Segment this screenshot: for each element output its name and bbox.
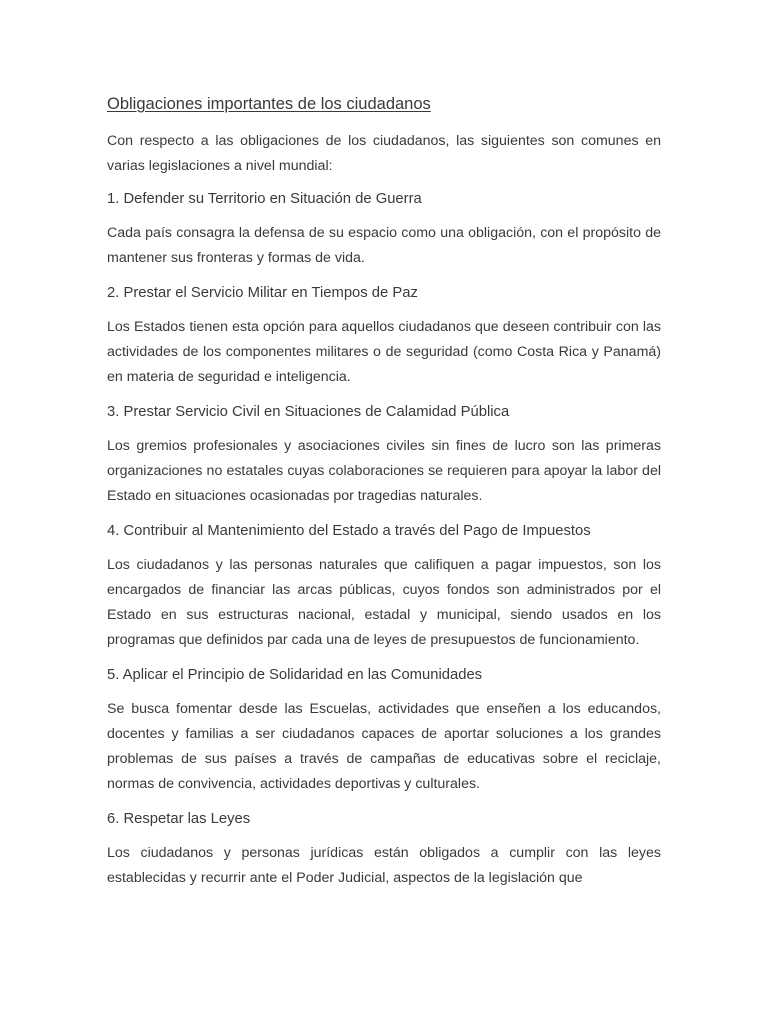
section-body: Los Estados tienen esta opción para aquellos ciudadanos que deseen contribuir con las actividades de los componentes militares o de seguridad (como Costa Rica y Panamá) en materia de seguridad e inteligencia. [107,319,661,385]
section-body: Los gremios profesionales y asociaciones civiles sin fines de lucro son las primeras organizaciones no estatales cuyas colaboraciones se requieren para apoyar la labor del Estado en situaciones ocasionadas por tragedias naturales. [107,438,661,504]
section-heading: 5. Aplicar el Principio de Solidaridad en las Comunidades [107,667,483,683]
section-heading: 6. Respetar las Leyes [107,811,251,827]
section-heading: 1. Defender su Territorio en Situación de Guerra [107,191,422,207]
section-body: Los ciudadanos y las personas naturales que califiquen a pagar impuestos, son los encargados de financiar las arcas públicas, cuyos fondos son administrados por el Estado en sus estructuras nacional, estadal y municipal, siendo usados en los programas que definidos par cada una de leyes de presupuestos de funcionamiento. [107,557,661,648]
section-heading: 4. Contribuir al Mantenimiento del Estado a través del Pago de Impuestos [107,523,591,539]
section-1 [107,187,661,271]
section-heading: 2. Prestar el Servicio Militar en Tiempos de Paz [107,285,418,301]
section-5 [107,663,661,797]
document-title: Obligaciones importantes de los ciudadanos [107,95,431,113]
section-4 [107,519,661,653]
section-2 [107,281,661,390]
section-6 [107,807,661,891]
section-body: Cada país consagra la defensa de su espacio como una obligación, con el propósito de mantener sus fronteras y formas de vida. [107,225,661,266]
intro-paragraph: Con respecto a las obligaciones de los ciudadanos, las siguientes son comunes en varias legislaciones a nivel mundial: [107,133,661,174]
section-body: Se busca fomentar desde las Escuelas, actividades que enseñen a los educandos, docentes y familias a ser ciudadanos capaces de aportar soluciones a los grandes problemas de sus países a través de campañas de educativas sobre el reciclaje, normas de convivencia, actividades deportivas y culturales. [107,701,661,792]
section-body: Los ciudadanos y personas jurídicas están obligados a cumplir con las leyes establecidas y recurrir ante el Poder Judicial, aspectos de la legislación que [107,845,661,886]
document-page [107,92,661,901]
section-heading: 3. Prestar Servicio Civil en Situaciones de Calamidad Pública [107,404,510,420]
section-3 [107,400,661,509]
